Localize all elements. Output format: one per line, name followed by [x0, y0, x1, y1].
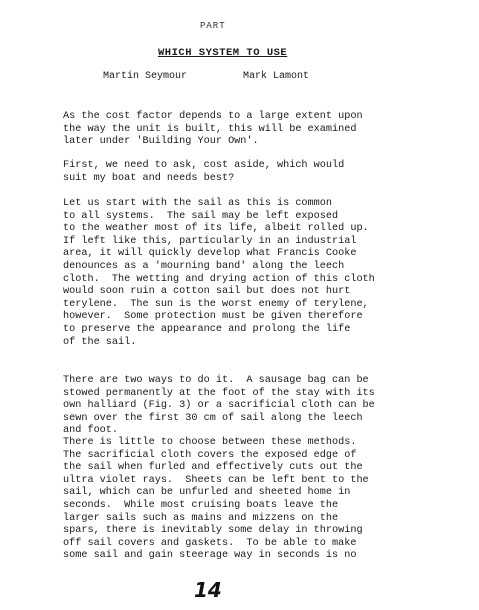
text-line: to all systems. The sail may be left exposed	[63, 210, 339, 222]
text-line: denounces as a 'mourning band' along the leech	[63, 260, 345, 272]
text-line: Let us start with the sail as this is common	[63, 198, 332, 209]
text-line: There is little to choose between these methods.	[63, 437, 357, 448]
text-line: the way the unit is built, this will be examined	[63, 123, 357, 135]
text-line: If left like this, particularly in an industrial	[63, 235, 357, 247]
text-line: off sail covers and gaskets. To be able to make	[63, 537, 357, 549]
text-line: ultra violet rays. Sheets can be left bent to the	[63, 474, 369, 486]
part-label: PART	[200, 21, 226, 31]
text-line: stowed permanently at the foot of the stay with its	[63, 387, 375, 399]
author-name: Martin Seymour	[103, 71, 188, 82]
text-line: larger sails such as mains and mizzens on the	[63, 512, 339, 524]
text-line: spars, there is inevitably some delay in throwing	[63, 525, 363, 537]
text-line: sail, which can be unfurled and sheeted home in	[63, 487, 351, 499]
text-line: to the weather most of its life, albeit rolled up.	[63, 223, 369, 235]
text-line: however. Some protection must be given therefore	[63, 311, 363, 323]
text-line: terylene. The sun is the worst enemy of terylene,	[63, 298, 369, 310]
text-line: There are two ways to do it. A sausage bag can be	[63, 375, 369, 386]
text-line: would soon ruin a cotton sail but does not hurt	[63, 286, 351, 298]
text-line: First, we need to ask, cost aside, which would	[63, 160, 345, 171]
text-line: area, it will quickly develop what Francis Cooke	[63, 248, 357, 260]
text-line: later under 'Building Your Own'.	[63, 136, 259, 148]
text-line: seconds. While most cruising boats leave the	[63, 499, 339, 511]
paragraph	[63, 198, 463, 349]
text-line: sewn over the first 30 cm of sail along the leech	[63, 412, 363, 424]
text-line: As the cost factor depends to a large extent upon	[63, 111, 363, 122]
section-title: WHICH SYSTEM TO USE	[158, 47, 288, 59]
paragraph	[63, 160, 463, 185]
text-line: suit my boat and needs best?	[63, 172, 235, 184]
text-line: the sail when furled and effectively cuts out the	[63, 462, 363, 474]
text-line: some sail and gain steerage way in seconds is no	[63, 550, 357, 562]
page-number: 14	[194, 578, 222, 602]
text-line: cloth. The wetting and drying action of this cloth	[63, 273, 375, 285]
paragraph	[63, 375, 463, 438]
text-line: own halliard (Fig. 3) or a sacrificial cloth can be	[63, 400, 375, 412]
paragraph	[63, 111, 463, 149]
author-name: Mark Lamont	[243, 71, 310, 82]
text-line: The sacrificial cloth covers the exposed edge of	[63, 449, 357, 461]
text-line: of the sail.	[63, 336, 137, 348]
text-line: to preserve the appearance and prolong the life	[63, 323, 351, 335]
text-line: and foot.	[63, 425, 119, 437]
paragraph	[63, 437, 463, 563]
